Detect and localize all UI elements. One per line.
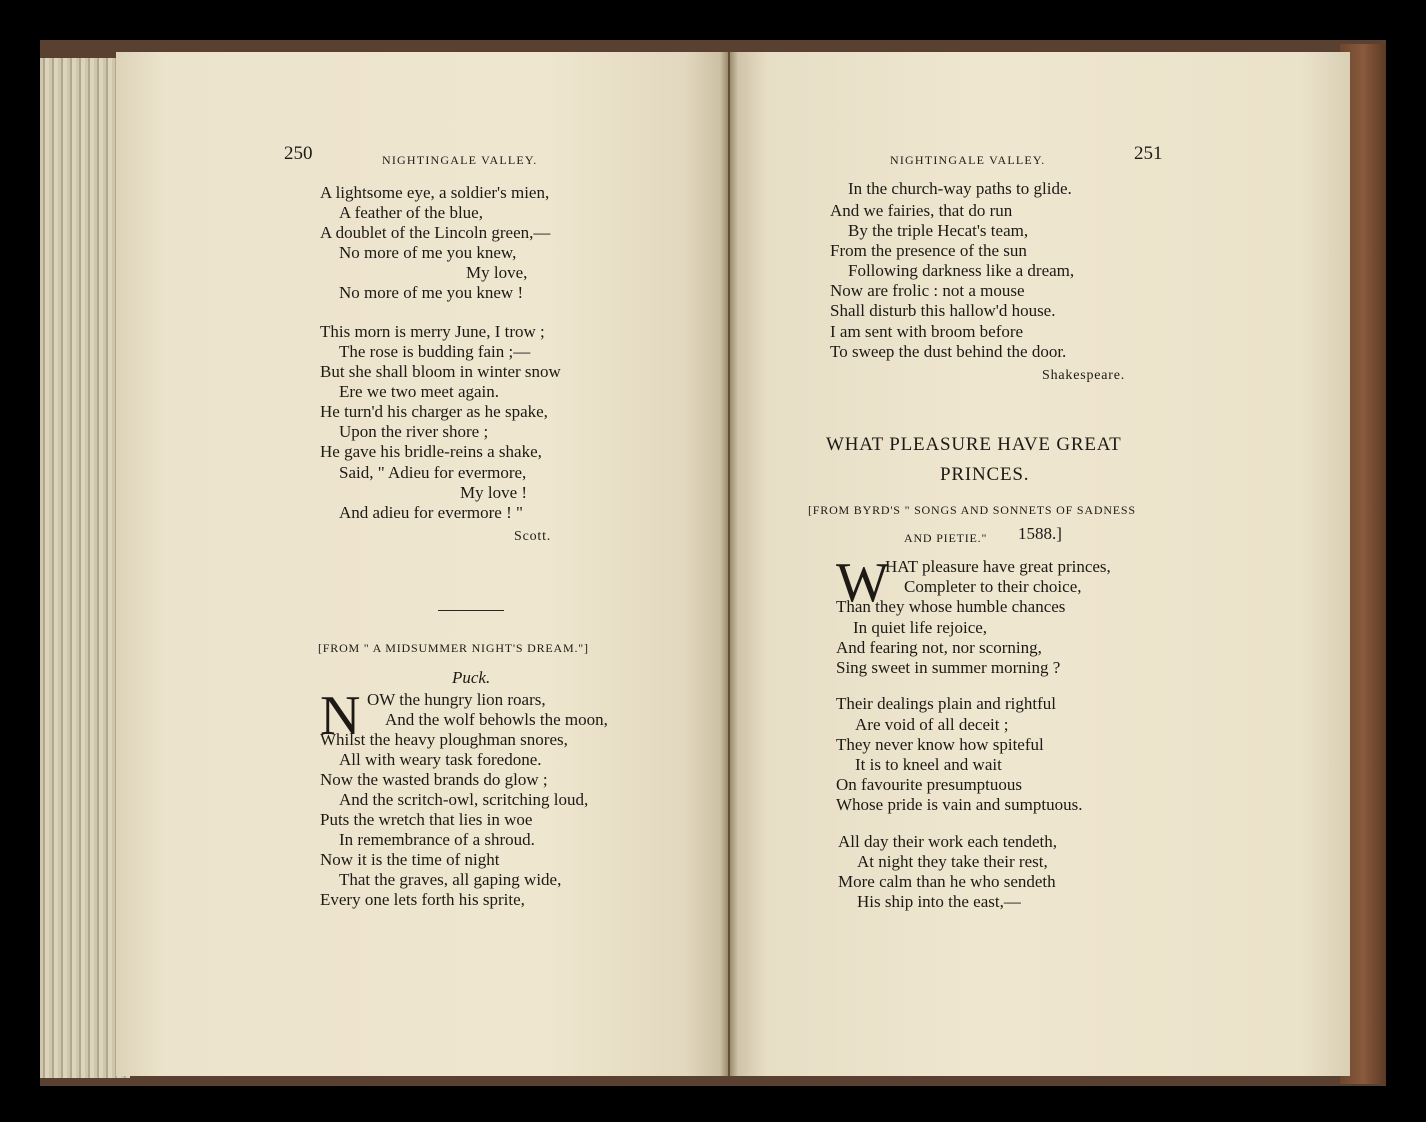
poem-line: In the church-way paths to glide. (848, 179, 1072, 198)
poem-line: And we fairies, that do run (830, 201, 1013, 220)
poem-line: No more of me you knew ! (339, 283, 524, 302)
poem-line: Shall disturb this hallow'd house. (830, 301, 1056, 320)
poem-line: HAT pleasure have great princes, (885, 557, 1111, 576)
running-head: NIGHTINGALE VALLEY. (890, 153, 1046, 167)
poem-line: This morn is merry June, I trow ; (320, 322, 545, 341)
source-note: [FROM BYRD'S " SONGS AND SONNETS OF SADNESS (808, 503, 1136, 517)
poem-line: He turn'd his charger as he spake, (320, 402, 548, 421)
poem-title: PRINCES. (940, 464, 1030, 485)
poem-line: Sing sweet in summer morning ? (836, 658, 1061, 677)
poem-line: From the presence of the sun (830, 241, 1027, 260)
poem-line: Ere we two meet again. (339, 382, 500, 401)
poem-line: And adieu for evermore ! " (339, 503, 523, 522)
speaker-name: Puck. (452, 668, 491, 687)
poem-line: They never know how spiteful (836, 735, 1044, 754)
poem-line: It is to kneel and wait (855, 755, 1002, 774)
poem-line: And the scritch-owl, scritching loud, (339, 790, 589, 809)
poem-line: My love ! (460, 483, 528, 502)
poem-line: Upon the river shore ; (339, 422, 489, 441)
poem-line: The rose is budding fain ;— (339, 342, 531, 361)
poem-title: WHAT PLEASURE HAVE GREAT (826, 434, 1122, 455)
section-divider (438, 610, 504, 611)
poem-line: Now the wasted brands do glow ; (320, 770, 548, 789)
poem-line: And the wolf behowls the moon, (385, 710, 608, 729)
poem-line: In remembrance of a shroud. (339, 830, 535, 849)
poem-line: No more of me you knew, (339, 243, 517, 262)
source-note: [FROM " A MIDSUMMER NIGHT'S DREAM."] (318, 641, 589, 655)
drop-cap: N (320, 685, 361, 747)
poem-line: Now it is the time of night (320, 850, 500, 869)
poem-line: I am sent with broom before (830, 322, 1024, 341)
poem-line: In quiet life rejoice, (853, 618, 988, 637)
poem-line: Following darkness like a dream, (848, 261, 1075, 280)
poem-line: At night they take their rest, (857, 852, 1048, 871)
poem-line: By the triple Hecat's team, (848, 221, 1029, 240)
source-note: AND PIETIE." (904, 531, 988, 545)
poem-line: That the graves, all gaping wide, (339, 870, 562, 889)
poem-line: Whilst the heavy ploughman snores, (320, 730, 568, 749)
poem-line: But she shall bloom in winter snow (320, 362, 561, 381)
poem-line: A lightsome eye, a soldier's mien, (320, 183, 550, 202)
poem-line: A doublet of the Lincoln green,— (320, 223, 551, 242)
page-number: 251 (1134, 143, 1163, 164)
author-attribution: Shakespeare. (1042, 368, 1126, 383)
poem-line: His ship into the east,— (857, 892, 1021, 911)
poem-line: OW the hungry lion roars, (367, 690, 546, 709)
running-head: NIGHTINGALE VALLEY. (382, 153, 538, 167)
poem-line: He gave his bridle-reins a shake, (320, 442, 542, 461)
poem-line: More calm than he who sendeth (838, 872, 1056, 891)
poem-line: Puts the wretch that lies in woe (320, 810, 533, 829)
book-gutter (720, 52, 738, 1076)
poem-line: Whose pride is vain and sumptuous. (836, 795, 1083, 814)
poem-line: Every one lets forth his sprite, (320, 890, 525, 909)
poem-line: A feather of the blue, (339, 203, 483, 222)
poem-line: Completer to their choice, (904, 577, 1082, 596)
poem-line: Than they whose humble chances (836, 597, 1066, 616)
page-number: 250 (284, 143, 313, 164)
poem-line: All day their work each tendeth, (838, 832, 1058, 851)
poem-line: Are void of all deceit ; (855, 715, 1009, 734)
author-attribution: Scott. (514, 529, 552, 544)
poem-line: My love, (466, 263, 528, 282)
source-year: 1588.] (1018, 524, 1062, 543)
poem-line: On favourite presumptuous (836, 775, 1023, 794)
poem-line: To sweep the dust behind the door. (830, 342, 1067, 361)
poem-line: All with weary task foredone. (339, 750, 542, 769)
poem-line: Said, " Adieu for evermore, (339, 463, 527, 482)
drop-cap: W (836, 552, 889, 614)
poem-line: Now are frolic : not a mouse (830, 281, 1025, 300)
poem-line: And fearing not, nor scorning, (836, 638, 1042, 657)
poem-line: Their dealings plain and rightful (836, 694, 1056, 713)
